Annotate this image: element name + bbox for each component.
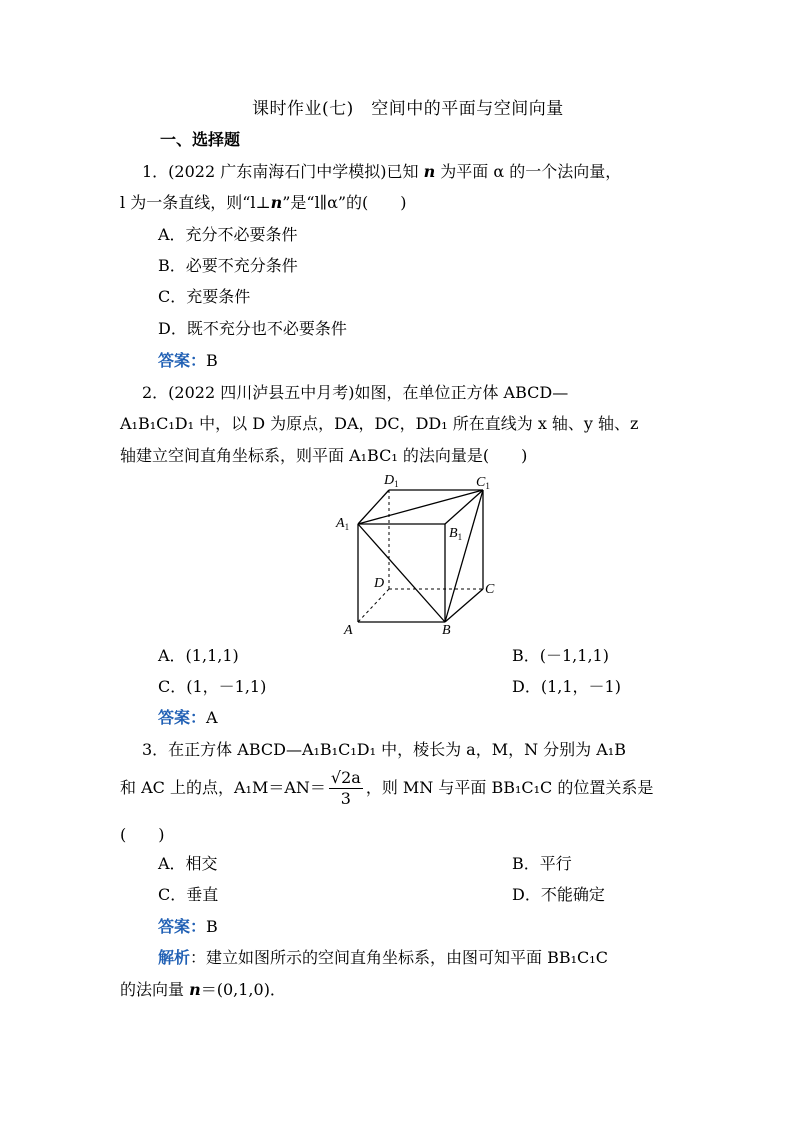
- label-c1: $C_1$: [476, 475, 490, 491]
- edge-bc: [445, 589, 483, 622]
- q2-stem-line1: 2．(2022 四川泸县五中月考)如图，在单位正方体 ABCD—: [142, 383, 569, 402]
- page-title: 课时作业(七) 空间中的平面与空间向量: [252, 99, 564, 119]
- q2-stem-line3: 轴建立空间直角坐标系，则平面 A₁BC₁ 的法向量是( ): [120, 446, 528, 465]
- vector-n: n: [189, 980, 201, 999]
- label-d1: $D_1$: [384, 473, 399, 489]
- diag-a1b: [358, 524, 445, 622]
- q3-stem-line2: 和 AC 上的点，A₁M＝AN＝ $\frac{√2a}{3}$ ，则 MN 与平面 BB₁C₁C 的位置关系是: [120, 768, 654, 808]
- q1-stem-line1: 1．(2022 广东南海石门中学模拟)已知 n 为平面 α 的一个法向量，: [142, 162, 622, 181]
- q2-option-d: D．(1,1，－1): [512, 677, 621, 696]
- q2-option-c: C．(1，－1,1): [158, 677, 267, 696]
- vector-n: n: [423, 162, 436, 181]
- edge-a1d1: [358, 490, 389, 524]
- q2-stem-line2: A₁B₁C₁D₁ 中，以 D 为原点，DA，DC，DD₁ 所在直线为 x 轴、y 轴、z: [120, 414, 639, 433]
- q2-option-a: A．(1,1,1): [158, 646, 239, 665]
- q3-stem-line1: 3．在正方体 ABCD—A₁B₁C₁D₁ 中，棱长为 a，M，N 分别为 A₁B: [142, 740, 626, 759]
- edge-da-hidden: [358, 589, 389, 622]
- q3-analysis-line2: 的法向量 n＝(0,1,0)．: [120, 980, 286, 999]
- label-d: D: [374, 576, 385, 591]
- section-heading: 一、选择题: [160, 130, 241, 149]
- label-c: C: [485, 582, 495, 597]
- q3-analysis-line1: 解析：建立如图所示的空间直角坐标系，由图可知平面 BB₁C₁C: [158, 948, 608, 967]
- fraction: $\frac{√2a}{3}$: [330, 768, 361, 808]
- q3-option-c: C．垂直: [158, 885, 219, 904]
- cube-diagram: [330, 472, 498, 636]
- label-b1: $B_1$: [449, 526, 463, 542]
- q3-option-d: D．不能确定: [512, 885, 605, 904]
- q2-option-b: B．(－1,1,1): [512, 646, 609, 665]
- q3-answer: 答案：B: [158, 917, 218, 936]
- vector-n: n: [270, 193, 283, 212]
- label-a1: $A_1$: [336, 516, 350, 532]
- q1-stem-line2: l 为一条直线，则“l⊥n”是“l∥α”的( ): [120, 193, 407, 212]
- q1-option-b: B．必要不充分条件: [158, 256, 298, 275]
- q3-stem-line3: ( ): [120, 825, 165, 844]
- cube-figure: [330, 472, 498, 636]
- q2-answer: 答案：A: [158, 708, 218, 727]
- q1-option-a: A．充分不必要条件: [158, 225, 298, 244]
- label-b: B: [442, 623, 451, 636]
- q1-option-c: C．充要条件: [158, 287, 251, 306]
- q3-option-a: A．相交: [158, 854, 218, 873]
- q1-answer: 答案：B: [158, 351, 218, 370]
- label-a: A: [344, 623, 353, 636]
- q3-option-b: B．平行: [512, 854, 572, 873]
- q1-option-d: D．既不充分也不必要条件: [158, 319, 347, 338]
- diag-bc1: [445, 490, 483, 622]
